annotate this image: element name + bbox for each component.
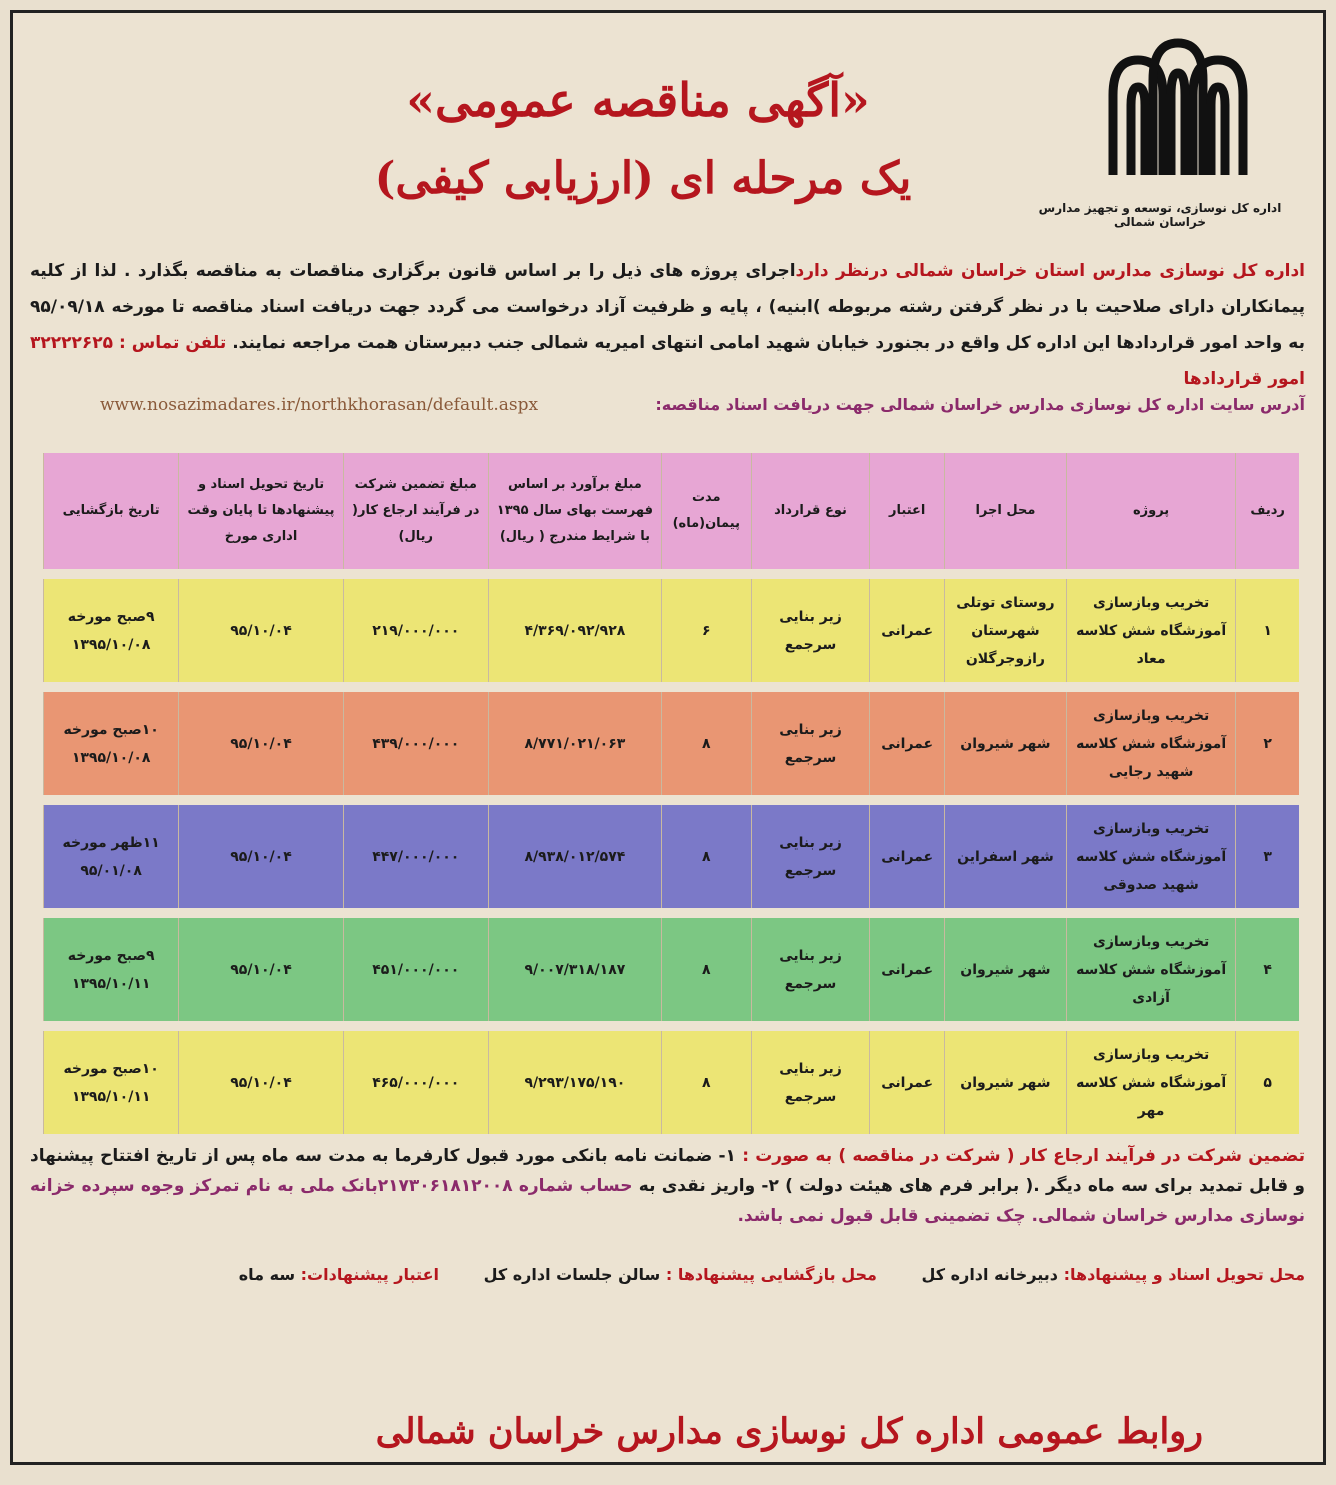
header-cell: تاریخ بازگشایی (43, 453, 178, 569)
project-cell: تخریب وبازسازی آموزشگاه شش کلاسه معاد (1066, 579, 1235, 682)
guarantee-cell: ۴۶۵/۰۰۰/۰۰۰ (343, 1031, 488, 1134)
delivery-place-label: محل تحویل اسناد و پیشنهادها: (1063, 1265, 1305, 1284)
estimate-cell: ۸/۹۳۸/۰۱۲/۵۷۴ (488, 805, 661, 908)
header-cell: محل اجرا (944, 453, 1066, 569)
guarantee-cell: ۴۴۷/۰۰۰/۰۰۰ (343, 805, 488, 908)
contract-cell: زیر بنایی سرجمع (751, 692, 870, 795)
opening-cell: ۹صبح مورخه ۱۳۹۵/۱۰/۰۸ (43, 579, 178, 682)
website-link[interactable]: www.nosazimadares.ir/northkhorasan/default.aspx (100, 395, 539, 415)
tender-notice (10, 10, 1326, 1465)
delivery-place-value: دبیرخانه اداره کل (921, 1265, 1059, 1284)
guarantee-cell: ۴۵۱/۰۰۰/۰۰۰ (343, 918, 488, 1021)
validity-label: اعتبار پیشنهادات: (300, 1265, 439, 1284)
delivery-cell: ۹۵/۱۰/۰۴ (178, 579, 342, 682)
header-cell: تاریخ تحویل اسناد و پیشنهادها تا پایان وقت اداری مورخ (178, 453, 342, 569)
location-cell: شهر شیروان (944, 1031, 1066, 1134)
header-cell: مبلغ تضمین شرکت در فرآیند ارجاع کار( ریال) (343, 453, 488, 569)
delivery-cell: ۹۵/۱۰/۰۴ (178, 805, 342, 908)
credit-cell: عمرانی (869, 918, 944, 1021)
notice-title: «آگهی مناقصه عمومی» (406, 73, 870, 127)
website-label: آدرس سایت اداره کل نوسازی مدارس خراسان شمالی جهت دریافت اسناد مناقصه: (655, 395, 1305, 414)
location-cell: روستای توتلی شهرستان رازوجرگلان (944, 579, 1066, 682)
row-number: ۵ (1235, 1031, 1299, 1134)
header-cell: اعتبار (869, 453, 944, 569)
organization-logo-icon (1093, 35, 1263, 185)
row-number: ۱ (1235, 579, 1299, 682)
guarantee-cell: ۴۳۹/۰۰۰/۰۰۰ (343, 692, 488, 795)
duration-cell: ۸ (661, 805, 751, 908)
guarantee-lead: تضمین شرکت در فرآیند ارجاع کار ( شرکت در مناقصه ) به صورت : (742, 1146, 1306, 1166)
location-cell: شهر شیروان (944, 692, 1066, 795)
contract-cell: زیر بنایی سرجمع (751, 1031, 870, 1134)
estimate-cell: ۴/۳۶۹/۰۹۲/۹۲۸ (488, 579, 661, 682)
opening-cell: ۹صبح مورخه ۱۳۹۵/۱۰/۱۱ (43, 918, 178, 1021)
opening-cell: ۱۰صبح مورخه ۱۳۹۵/۱۰/۰۸ (43, 692, 178, 795)
header-cell: ردیف (1235, 453, 1299, 569)
project-cell: تخریب وبازسازی آموزشگاه شش کلاسه شهید صدوقی (1066, 805, 1235, 908)
table-row (43, 918, 1299, 1021)
table-header-row (43, 453, 1299, 569)
opening-cell: ۱۱ظهر مورخه ۹۵/۰۱/۰۸ (43, 805, 178, 908)
projects-table (43, 453, 1299, 1134)
notice-header (13, 13, 1323, 243)
opening-place-value: سالن جلسات اداره کل (483, 1265, 661, 1284)
intro-lead: اداره کل نوسازی مدارس استان خراسان شمالی درنظر دارد (795, 261, 1305, 281)
contract-cell: زیر بنایی سرجمع (751, 579, 870, 682)
logo-caption: اداره کل نوسازی، توسعه و تجهیز مدارس خراسان شمالی (1038, 201, 1282, 229)
duration-cell: ۸ (661, 1031, 751, 1134)
table-row (43, 692, 1299, 795)
project-cell: تخریب وبازسازی آموزشگاه شش کلاسه آزادی (1066, 918, 1235, 1021)
notice-subtitle: یک مرحله ای (ارزیابی کیفی) (374, 153, 912, 204)
delivery-cell: ۹۵/۱۰/۰۴ (178, 692, 342, 795)
project-cell: تخریب وبازسازی آموزشگاه شش کلاسه مهر (1066, 1031, 1235, 1134)
public-relations-footer: روابط عمومی اداره کل نوسازی مدارس خراسان شمالی (375, 1411, 1203, 1452)
contract-cell: زیر بنایی سرجمع (751, 918, 870, 1021)
delivery-cell: ۹۵/۱۰/۰۴ (178, 918, 342, 1021)
opening-place-label: محل بازگشایی پیشنهادها : (665, 1265, 877, 1284)
credit-cell: عمرانی (869, 1031, 944, 1134)
table-row (43, 579, 1299, 682)
header-cell: نوع قرارداد (751, 453, 870, 569)
credit-cell: عمرانی (869, 692, 944, 795)
contact-phone: تلفن تماس : ۳۲۲۲۲۶۲۵ امور قراردادها (30, 333, 1305, 389)
header-cell: مبلغ برآورد بر اساس فهرست بهای سال ۱۳۹۵ با شرایط مندرج ( ریال) (488, 453, 661, 569)
location-cell: شهر شیروان (944, 918, 1066, 1021)
table-row (43, 805, 1299, 908)
duration-cell: ۸ (661, 692, 751, 795)
credit-cell: عمرانی (869, 579, 944, 682)
places-row (30, 1265, 1305, 1284)
guarantee-text: ۱- ضمانت نامه بانکی مورد قبول کارفرما به مدت سه ماه پس از تاریخ افتتاح پیشنهاد و قابل تمدید برای سه ماه دیگر .( برابر فرم های هیئت دولت ) ۲- واریز نقدی به (30, 1146, 1305, 1196)
row-number: ۲ (1235, 692, 1299, 795)
project-cell: تخریب وبازسازی آموزشگاه شش کلاسه شهید رجایی (1066, 692, 1235, 795)
row-number: ۴ (1235, 918, 1299, 1021)
intro-body: اجرای پروژه های ذیل را بر اساس قانون برگزاری مناقصات به مناقصه بگذارد . لذا از کلیه پیمانکاران دارای صلاحیت با در نظر گرفتن رشته مربوطه )ابنیه) ، پایه و ظرفیت آزاد درخواست می گردد جهت دریافت اسناد مناقصه تا مورخه ۹۵/۰۹/۱۸ به واحد امور قراردادها این اداره کل واقع در بجنورد خیابان شهید امامی انتهای امیریه شمالی جنب دبیرستان همت مراجعه نمایند. (30, 261, 1305, 353)
bank-account-text: حساب شماره ۲۱۷۳۰۶۱۸۱۲۰۰۸بانک ملی به نام تمرکز وجوه سپرده خزانه نوسازی مدارس خراسان شمالی. چک تضمینی قابل قبول نمی باشد. (30, 1176, 1305, 1226)
duration-cell: ۶ (661, 579, 751, 682)
delivery-cell: ۹۵/۱۰/۰۴ (178, 1031, 342, 1134)
estimate-cell: ۸/۷۷۱/۰۲۱/۰۶۳ (488, 692, 661, 795)
credit-cell: عمرانی (869, 805, 944, 908)
website-row (30, 395, 1305, 425)
estimate-cell: ۹/۰۰۷/۳۱۸/۱۸۷ (488, 918, 661, 1021)
duration-cell: ۸ (661, 918, 751, 1021)
validity-value: سه ماه (238, 1265, 296, 1284)
guarantee-paragraph (30, 1141, 1305, 1231)
header-cell: پروژه (1066, 453, 1235, 569)
table-row (43, 1031, 1299, 1134)
opening-cell: ۱۰صبح مورخه ۱۳۹۵/۱۰/۱۱ (43, 1031, 178, 1134)
location-cell: شهر اسفراین (944, 805, 1066, 908)
intro-paragraph (30, 253, 1305, 397)
row-number: ۳ (1235, 805, 1299, 908)
header-cell: مدت پیمان(ماه) (661, 453, 751, 569)
guarantee-cell: ۲۱۹/۰۰۰/۰۰۰ (343, 579, 488, 682)
contract-cell: زیر بنایی سرجمع (751, 805, 870, 908)
estimate-cell: ۹/۲۹۳/۱۷۵/۱۹۰ (488, 1031, 661, 1134)
